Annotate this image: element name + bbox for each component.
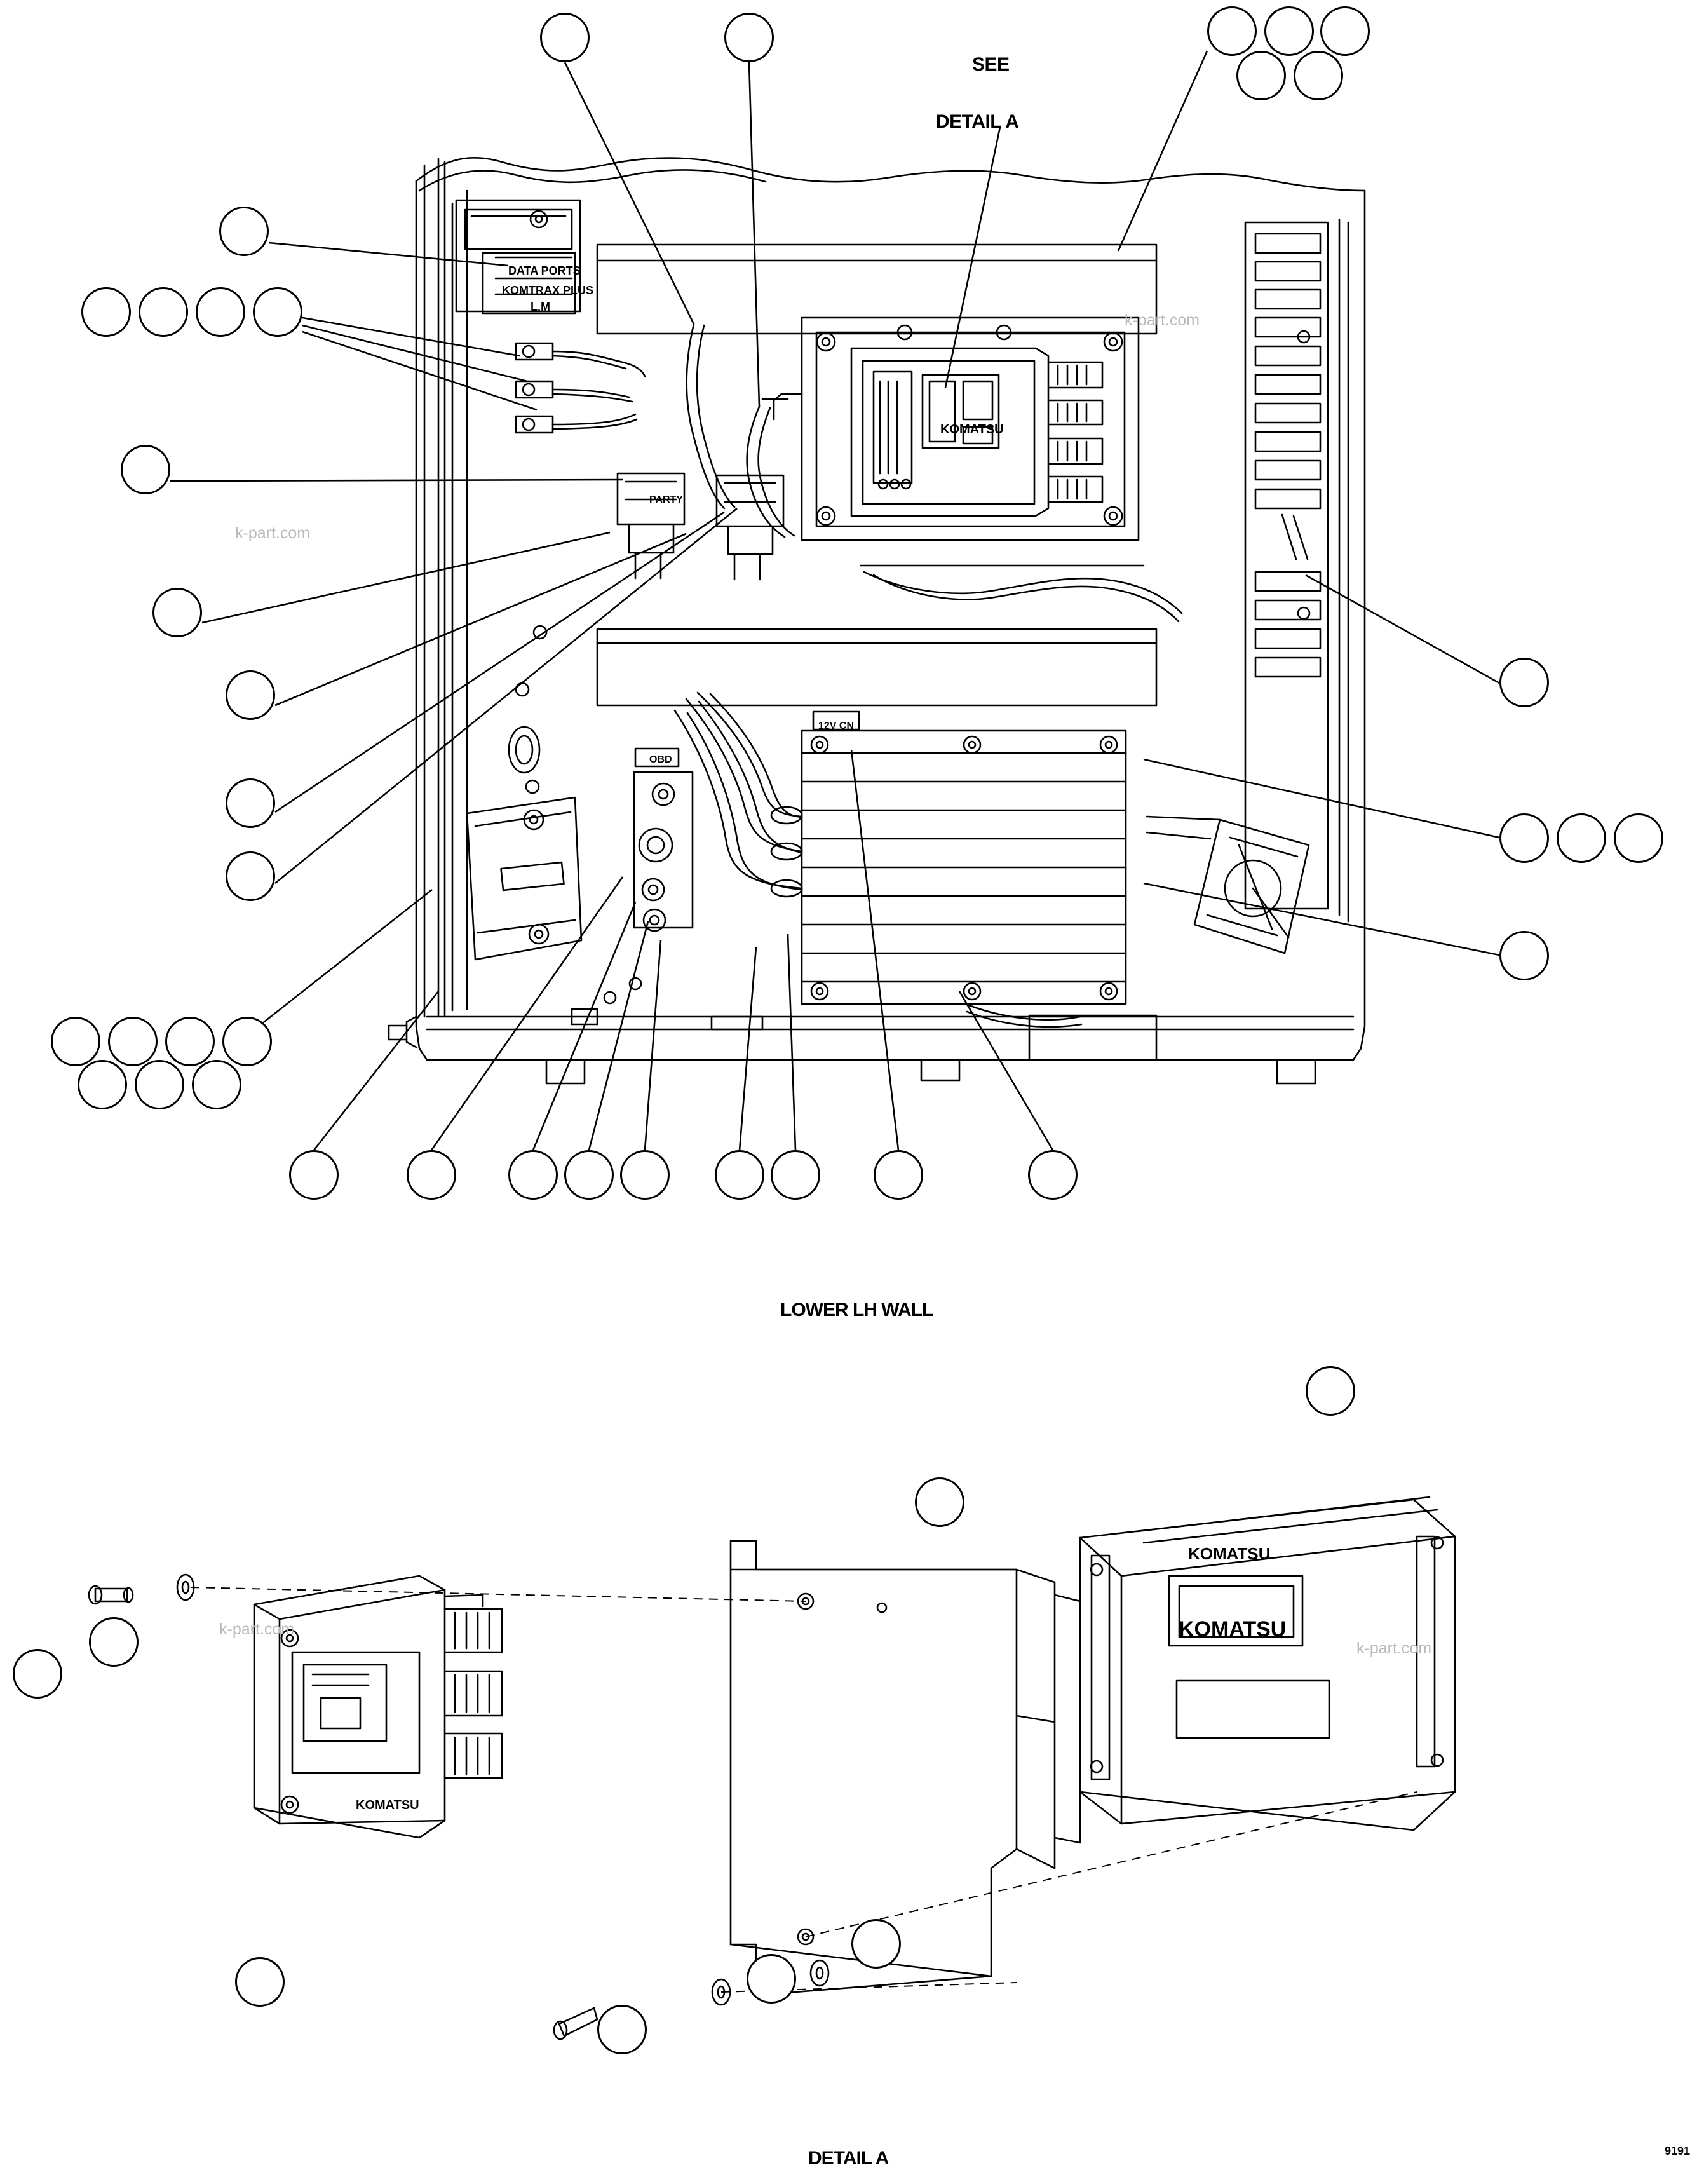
corner-code: 9191 <box>1665 2145 1691 2157</box>
callout-bubble-d07[interactable] <box>747 1954 796 2004</box>
komatsu-detail-logo-top: KOMATSU <box>1188 1544 1271 1563</box>
callout-bubble-c32[interactable] <box>508 1150 558 1200</box>
main-leader-21 <box>589 921 648 1150</box>
callout-bubble-c35[interactable] <box>715 1150 764 1200</box>
see-label-line1: SEE <box>972 54 1010 75</box>
callout-bubble-d03[interactable] <box>89 1617 139 1667</box>
callout-bubble-c18[interactable] <box>51 1017 100 1066</box>
see-label-line2: DETAIL A <box>936 111 1019 132</box>
callout-bubble-c01[interactable] <box>540 13 590 62</box>
data-ports-label: DATA PORTS <box>508 264 581 277</box>
callout-bubble-c17[interactable] <box>226 851 275 901</box>
lm-label: L.M <box>531 301 550 313</box>
obd-label: OBD <box>649 754 672 765</box>
callout-bubble-c19[interactable] <box>108 1017 158 1066</box>
main-leader-24 <box>788 934 795 1150</box>
callout-bubble-c21[interactable] <box>222 1017 272 1066</box>
main-leader-7 <box>302 325 527 381</box>
main-leader-8 <box>302 332 537 410</box>
main-leader-6 <box>302 318 520 356</box>
callout-bubble-c37[interactable] <box>874 1150 923 1200</box>
callout-bubble-c30[interactable] <box>289 1150 339 1200</box>
watermark-1: k-part.com <box>1125 311 1200 329</box>
callout-bubble-d06[interactable] <box>597 2005 647 2054</box>
callout-bubble-c16[interactable] <box>226 778 275 828</box>
callout-bubble-c08[interactable] <box>219 207 269 256</box>
callout-bubble-d08[interactable] <box>851 1919 901 1969</box>
callout-bubble-c29[interactable] <box>1499 931 1549 980</box>
callout-bubble-c24[interactable] <box>192 1060 241 1109</box>
main-leader-13 <box>275 508 737 883</box>
main-leader-20 <box>533 902 635 1150</box>
callout-bubble-c22[interactable] <box>78 1060 127 1109</box>
main-leader-5 <box>269 243 508 266</box>
main-leader-3 <box>1118 51 1207 251</box>
callout-bubble-c09[interactable] <box>81 287 131 337</box>
main-leader-14 <box>250 890 432 1033</box>
callout-bubble-c26[interactable] <box>1499 813 1549 863</box>
watermark-2: k-part.com <box>235 524 311 542</box>
callout-bubble-c28[interactable] <box>1614 813 1663 863</box>
watermark-3: k-part.com <box>219 1620 295 1638</box>
callout-bubble-c33[interactable] <box>564 1150 614 1200</box>
main-leader-4 <box>945 127 1000 388</box>
callout-bubble-c31[interactable] <box>407 1150 456 1200</box>
main-leader-10 <box>202 532 610 623</box>
callout-bubble-d02[interactable] <box>915 1477 964 1527</box>
main-leader-2 <box>749 62 759 407</box>
twelve-volt-label: 12V CN <box>818 721 855 731</box>
main-leader-26 <box>959 991 1053 1150</box>
callout-bubble-c38[interactable] <box>1028 1150 1078 1200</box>
callout-bubble-d01[interactable] <box>1306 1366 1355 1416</box>
callout-bubble-c04[interactable] <box>1264 6 1314 56</box>
callout-bubble-c05[interactable] <box>1320 6 1370 56</box>
callout-bubble-c34[interactable] <box>620 1150 670 1200</box>
detail-leader-lines <box>0 1385 1704 2148</box>
main-leader-15 <box>1306 575 1499 683</box>
komtrax-plus-label: KOMTRAX PLUS <box>502 284 593 297</box>
callout-bubble-c36[interactable] <box>771 1150 820 1200</box>
callout-bubble-c14[interactable] <box>152 588 202 637</box>
callout-bubble-c06[interactable] <box>1236 51 1286 100</box>
callout-bubble-c07[interactable] <box>1294 51 1343 100</box>
main-leader-11 <box>275 534 686 705</box>
callout-bubble-c12[interactable] <box>253 287 302 337</box>
callout-bubble-c02[interactable] <box>724 13 774 62</box>
callout-bubble-c20[interactable] <box>165 1017 215 1066</box>
komatsu-detail-ecm-logo: KOMATSU <box>356 1798 419 1812</box>
main-leader-23 <box>740 947 756 1150</box>
callout-bubble-c23[interactable] <box>135 1060 184 1109</box>
party-label: PARTY <box>649 494 684 505</box>
callout-bubble-c11[interactable] <box>196 287 245 337</box>
callout-bubble-c15[interactable] <box>226 670 275 720</box>
detail-caption: DETAIL A <box>808 2148 889 2169</box>
callout-bubble-c03[interactable] <box>1207 6 1257 56</box>
callout-bubble-c10[interactable] <box>139 287 188 337</box>
main-leader-25 <box>851 750 898 1150</box>
main-leader-9 <box>170 480 623 481</box>
callout-bubble-c27[interactable] <box>1557 813 1606 863</box>
callout-bubble-d04[interactable] <box>13 1649 62 1699</box>
main-caption: LOWER LH WALL <box>780 1299 933 1320</box>
callout-bubble-c25[interactable] <box>1499 658 1549 707</box>
main-leader-16 <box>1144 759 1499 838</box>
komatsu-ecm-logo: KOMATSU <box>940 423 1004 437</box>
main-leader-17 <box>1144 883 1499 955</box>
main-leader-19 <box>431 877 623 1150</box>
main-leader-22 <box>645 940 661 1150</box>
callout-bubble-c13[interactable] <box>121 445 170 494</box>
watermark-4: k-part.com <box>1356 1639 1432 1657</box>
callout-bubble-d05[interactable] <box>235 1957 285 2007</box>
main-leader-18 <box>314 991 438 1150</box>
komatsu-detail-logo-bottom: KOMATSU <box>1179 1617 1287 1641</box>
